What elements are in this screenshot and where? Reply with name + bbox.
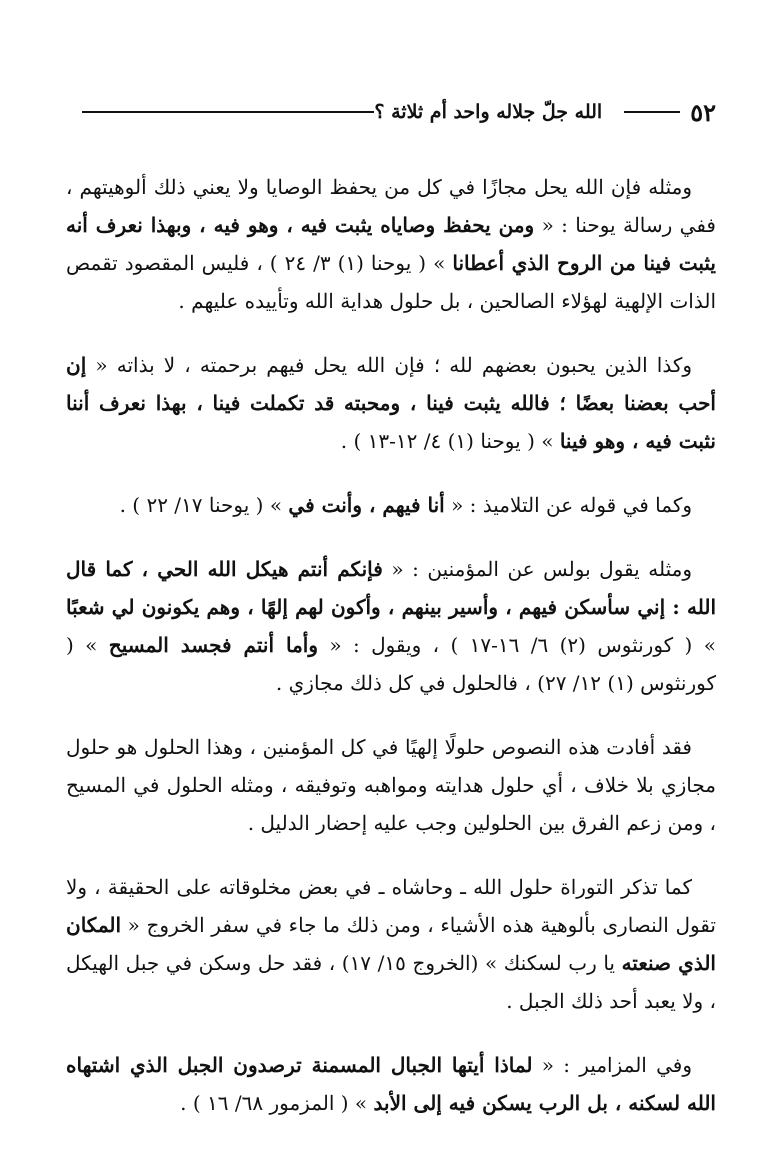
running-title: الله جلّ جلاله واحد أم ثلاثة ؟ [374, 101, 603, 123]
text-run: ومثله يقول بولس عن المؤمنين : « [382, 557, 692, 581]
text-run: كما تذكر التوراة حلول الله ـ وحاشاه ـ في بعض مخلوقاته على الحقيقة ، ولا تقول النصارى بألوهية هذه الأشياء ، ومن ذلك ما جاء في سفر الخروج « [66, 875, 716, 937]
quoted-text: المكان الذي صنعته [66, 913, 716, 975]
paragraph [66, 550, 716, 702]
paragraph [66, 868, 716, 1020]
paragraph [66, 168, 716, 320]
text-run: ومثله فإن الله يحل مجازًا في كل من يحفظ الوصايا ولا يعني ذلك ألوهيتهم ، ففي رسالة يوحنا : « [66, 175, 716, 237]
paragraph [66, 346, 716, 460]
text-run: وكذا الذين يحبون بعضهم لله ؛ فإن الله يحل فيهم برحمته ، لا بذاته « [86, 353, 692, 377]
text-run: » ( يوحنا ١٧/ ٢٢ ) . [119, 493, 289, 517]
paragraph [66, 1046, 716, 1122]
text-run: » ( المزمور ٦٨/ ١٦ ) . [180, 1091, 374, 1115]
text-run: » ( كورنثوس (١) ١٢/ ٢٧) ، فالحلول في كل ذلك مجازي . [66, 633, 716, 695]
quoted-text: ومن يحفظ وصاياه يثبت فيه ، وهو فيه ، وبهذا نعرف أنه يثبت فينا من الروح الذي أعطانا [66, 213, 716, 275]
paragraph [66, 486, 716, 524]
text-run: » ( كورنثوس (٢) ٦/ ١٦-١٧ ) ، ويقول : « [318, 633, 716, 657]
text-run: » ( يوحنا (١) ٣/ ٢٤ ) ، فليس المقصود تقمص الذات الإلهية لهؤلاء الصالحين ، بل حلول هداية الله وتأييده عليهم . [66, 251, 716, 313]
quoted-text: فإنكم أنتم هيكل الله الحي ، كما قال الله : إني سأسكن فيهم ، وأسير بينهم ، وأكون لهم إلهًا ، وهم يكونون لي شعبًا [66, 557, 716, 619]
page-number: ٥٢ [690, 97, 716, 127]
quoted-text: أنا فيهم ، وأنت في [288, 493, 445, 517]
paragraph [66, 728, 716, 842]
header-rule-short [624, 111, 680, 113]
page-body [66, 168, 716, 1148]
text-run: » ( يوحنا (١) ٤/ ١٢-١٣ ) . [340, 429, 560, 453]
quoted-text: لماذا أيتها الجبال المسمنة ترصدون الجبل الذي اشتهاه الله لسكنه ، بل الرب يسكن فيه إلى الأبد [66, 1053, 716, 1115]
quoted-text: إن أحب بعضنا بعضًا ؛ فالله يثبت فينا ، ومحبته قد تكملت فينا ، بهذا نعرف أننا نثبت فيه ، وهو فينا [66, 353, 716, 453]
text-run: فقد أفادت هذه النصوص حلولًا إلهيًا في كل المؤمنين ، وهذا الحلول هو حلول مجازي بلا خلاف ، أي حلول هدايته ومواهبه وتوفيقه ، ومثله الحلول في المسيح ، ومن زعم الفرق بين الحلولين وجب عليه إحضار الدليل . [66, 735, 716, 835]
text-run: يا رب لسكنك » (الخروج ١٥/ ١٧) ، فقد حل وسكن في جبل الهيكل ، ولا يعبد أحد ذلك الجبل . [66, 951, 716, 1013]
text-run: وفي المزامير : « [532, 1053, 692, 1077]
page-header [66, 92, 716, 132]
quoted-text: وأما أنتم فجسد المسيح [108, 633, 318, 657]
header-rule-long [82, 111, 374, 113]
text-run: وكما في قوله عن التلاميذ : « [444, 493, 692, 517]
